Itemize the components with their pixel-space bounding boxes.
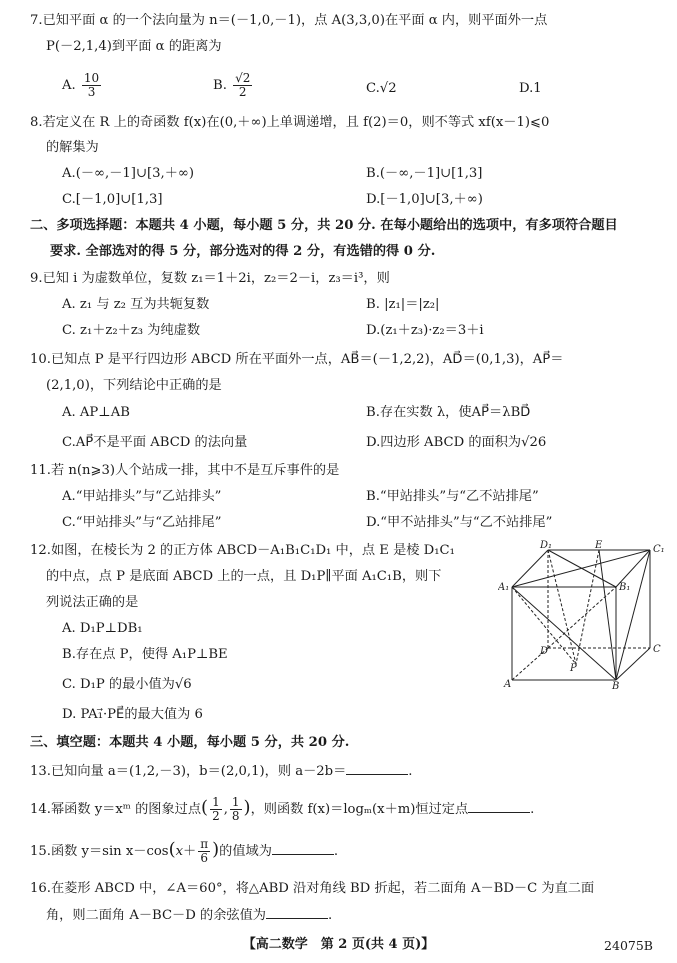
q11-stem: 11.若 n(n⩾3)人个站成一排，其中不是互斥事件的是 [30,463,340,478]
q12-option-b: B.存在点 P，使得 A₁P⊥BE [62,647,228,662]
q7-option-b-denominator: 2 [238,85,247,99]
q14-suffix: . [530,802,535,817]
q16-stem-line1: 16.在菱形 ABCD 中，∠A＝60°，将△ABD 沿对角线 BD 折起，若二面角 A－BD－C 为直二面 [30,881,595,896]
q15-open-paren: ( [168,839,176,860]
q14-fraction-1 [210,796,222,823]
q8-stem-line2: 的解集为 [46,140,99,155]
section2-heading-line2: 要求. 全部选对的得 5 分，部分选对的得 2 分，有选错的得 0 分. [50,244,436,259]
label-c: C [653,644,661,655]
q13-answer-blank[interactable] [346,762,408,775]
q12-option-a: A. D₁P⊥DB₁ [62,621,143,636]
q14-answer-blank[interactable] [468,800,530,813]
exam-code: 24075B [604,938,653,953]
q9-option-a: A. z₁ 与 z₂ 互为共轭复数 [62,297,210,312]
q8-option-c: C.[－1,0]∪[1,3] [62,192,163,207]
q14-fraction-1-denominator: 2 [212,809,220,823]
q15-fraction [198,838,210,865]
segment-c1-b [616,550,650,680]
q15-fraction-numerator: π [200,837,209,851]
q15: 15.函数 y＝sin x－cos(x＋ $\frac{\pi}{6}$ )的值域为 . [30,837,339,865]
q14-fraction-2-denominator: 8 [231,809,240,823]
q13-suffix: . [408,764,413,779]
q16-answer-blank[interactable] [266,906,328,919]
q9-stem: 9.已知 i 为虚数单位，复数 z₁＝1＋2i，z₂＝2－i，z₃＝i³，则 [30,271,390,286]
segment-d1-b1 [548,550,616,587]
label-a1: A₁ [498,582,510,593]
q10-stem-line2: (2,1,0)，下列结论中正确的是 [46,378,222,393]
q11-option-b: B.“甲站排头”与“乙不站排尾” [366,489,539,504]
q13 [30,762,413,781]
q7-option-c: C.√2 [366,81,397,96]
q16-stem-line2 [46,906,332,925]
q14-text-middle: ，则函数 f(x)＝logₘ(x＋m)恒过定点 [250,802,469,817]
q7-option-a-prefix: A. [62,78,76,93]
q12-stem-line2: 的中点，点 P 是底面 ABCD 上的一点，且 D₁P∥平面 A₁C₁B，则下 [46,569,442,584]
edge-d1-a1 [512,550,548,587]
q10-option-c: C.AP⃗不是平面 ABCD 的法向量 [62,435,248,450]
q15-fraction-denominator: 6 [200,851,208,865]
q7-option-a [62,72,103,99]
q8-option-a: A.(－∞,－1]∪[3,＋∞) [62,166,195,181]
q7-stem-line2: P(－2,1,4)到平面 α 的距离为 [46,39,222,54]
q8-option-b: B.(－∞,－1]∪[1,3] [366,166,483,181]
q12-stem-line1: 12.如图，在棱长为 2 的正方体 ABCD－A₁B₁C₁D₁ 中，点 E 是棱 D₁C₁ [30,543,455,558]
segment-d-b1-hidden [548,587,616,648]
label-b1: B₁ [619,582,631,593]
q14-text-prefix: 14.幂函数 y＝xᵐ 的图象过点 [30,802,202,817]
q12-option-d: D. PA₁⃗·PE⃗的最大值为 6 [62,707,203,722]
segment-d1-p-hidden [548,550,576,664]
q7-option-b-numerator: √2 [235,71,251,85]
q7-stem-line1: 7.已知平面 α 的一个法向量为 n＝(－1,0,－1)，点 A(3,3,0)在平面 α 内，则平面外一点 [30,13,548,28]
cube-figure [498,540,668,690]
q7-option-b-fraction [233,72,252,99]
section2-heading-line1: 二、多项选择题：本题共 4 小题，每小题 5 分，共 20 分. 在每小题给出的选项中，有多项符合题目 [30,218,618,233]
q13-text: 13.已知向量 a＝(1,2,－3)，b＝(2,0,1)，则 a－2b＝ [30,764,347,779]
q11-option-c: C.“甲站排头”与“乙站排尾” [62,515,222,530]
q7-option-a-numerator: 10 [83,71,100,85]
q16-text: 角，则二面角 A－BC－D 的余弦值为 [46,908,266,923]
q7-option-b [213,72,254,99]
q15-suffix: . [333,844,339,859]
label-c1: C₁ [653,544,665,555]
label-p: P [570,663,577,674]
q14-fraction-1-numerator: 1 [212,795,220,809]
q10-option-d: D.四边形 ABCD 的面积为√26 [366,435,547,450]
label-a: A [504,679,512,690]
q14: 14.幂函数 y＝xᵐ 的图象过点( $\frac{1}{2}$ , $\frac{1}{8}$ )，则函数 f(x)＝logₘ(x＋m)恒过定点 . [30,795,535,823]
edge-b-c [616,648,650,680]
q7-option-a-fraction [82,72,101,99]
q10-stem-line1: 10.已知点 P 是平行四边形 ABCD 所在平面外一点，AB⃗＝(－1,2,2)，AD⃗＝(0,1,3)，AP⃗＝ [30,352,564,367]
q7-option-b-prefix: B. [213,78,227,93]
label-e: E [595,540,603,551]
q9-option-b: B. |z₁|＝|z₂| [366,297,440,312]
page-footer: 【高二数学 第 2 页(共 4 页)】 [242,937,435,952]
q9-option-d: D.(z₁＋z₃)·z₂＝3＋i [366,323,484,338]
q14-close-paren: ) [243,797,251,818]
q14-fraction-2-numerator: 1 [231,795,240,809]
label-d1: D₁ [540,540,553,551]
q7-option-a-denominator: 3 [87,85,96,99]
q9-option-c: C. z₁＋z₂＋z₃ 为纯虚数 [62,323,201,338]
q14-fraction-2 [230,796,242,823]
q11-option-a: A.“甲站排头”与“乙站排头” [62,489,222,504]
label-b: B [612,681,620,690]
label-d: D [540,646,549,657]
q11-option-d: D.“甲不站排头”与“乙不站排尾” [366,515,553,530]
q10-option-a: A. AP⊥AB [62,405,130,420]
q12-stem-line3: 列说法正确的是 [46,595,139,610]
q15-text-middle: 的值域为 [219,844,272,859]
q8-option-d: D.[－1,0]∪[3,＋∞) [366,192,483,207]
q8-stem-line1: 8.若定义在 R 上的奇函数 f(x)在(0,＋∞)上单调递增，且 f(2)＝0，则不等式 xf(x－1)⩽0 [30,115,550,130]
q16-suffix: . [327,908,333,923]
q14-open-paren: ( [201,797,209,818]
segment-e-b [599,550,616,680]
q15-text-prefix: 15.函数 y＝sin x－cos [30,844,169,859]
q7-option-d: D.1 [519,81,542,96]
section3-heading: 三、填空题：本题共 4 小题，每小题 5 分，共 20 分. [30,735,350,750]
q12-option-c: C. D₁P 的最小值为√6 [62,677,192,692]
q15-answer-blank[interactable] [272,842,334,855]
q10-option-b: B.存在实数 λ，使AP⃗＝λBD⃗ [366,405,531,420]
q15-close-paren: ) [212,839,220,860]
